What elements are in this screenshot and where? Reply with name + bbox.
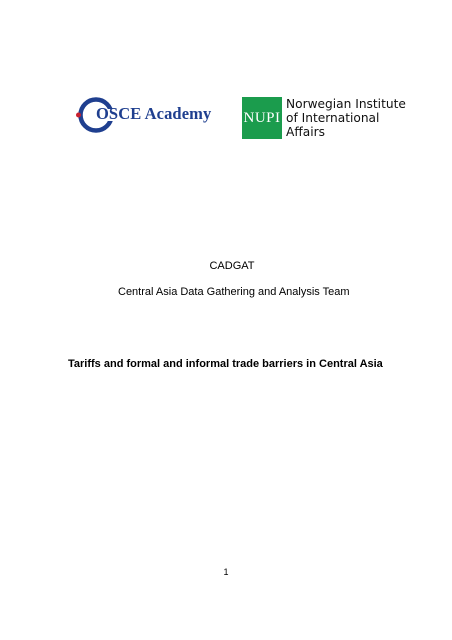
nupi-name-line-2: of International (286, 111, 380, 125)
document-title: Tariffs and formal and informal trade barriers in Central Asia (68, 358, 383, 370)
nupi-logo (242, 97, 406, 141)
nupi-institute-name (286, 97, 406, 139)
page-number: 1 (223, 567, 229, 577)
cadgat-acronym: CADGAT (209, 260, 255, 272)
team-name: Central Asia Data Gathering and Analysis Team (118, 286, 350, 298)
osce-academy-logo (76, 95, 221, 137)
osce-academy-wordmark: OSCE Academy (96, 104, 212, 123)
nupi-mark (242, 97, 282, 139)
nupi-mark-text: NUPI (243, 109, 281, 126)
nupi-name-line-3: Affairs (286, 125, 325, 139)
nupi-name-line-1: Norwegian Institute (286, 97, 406, 111)
